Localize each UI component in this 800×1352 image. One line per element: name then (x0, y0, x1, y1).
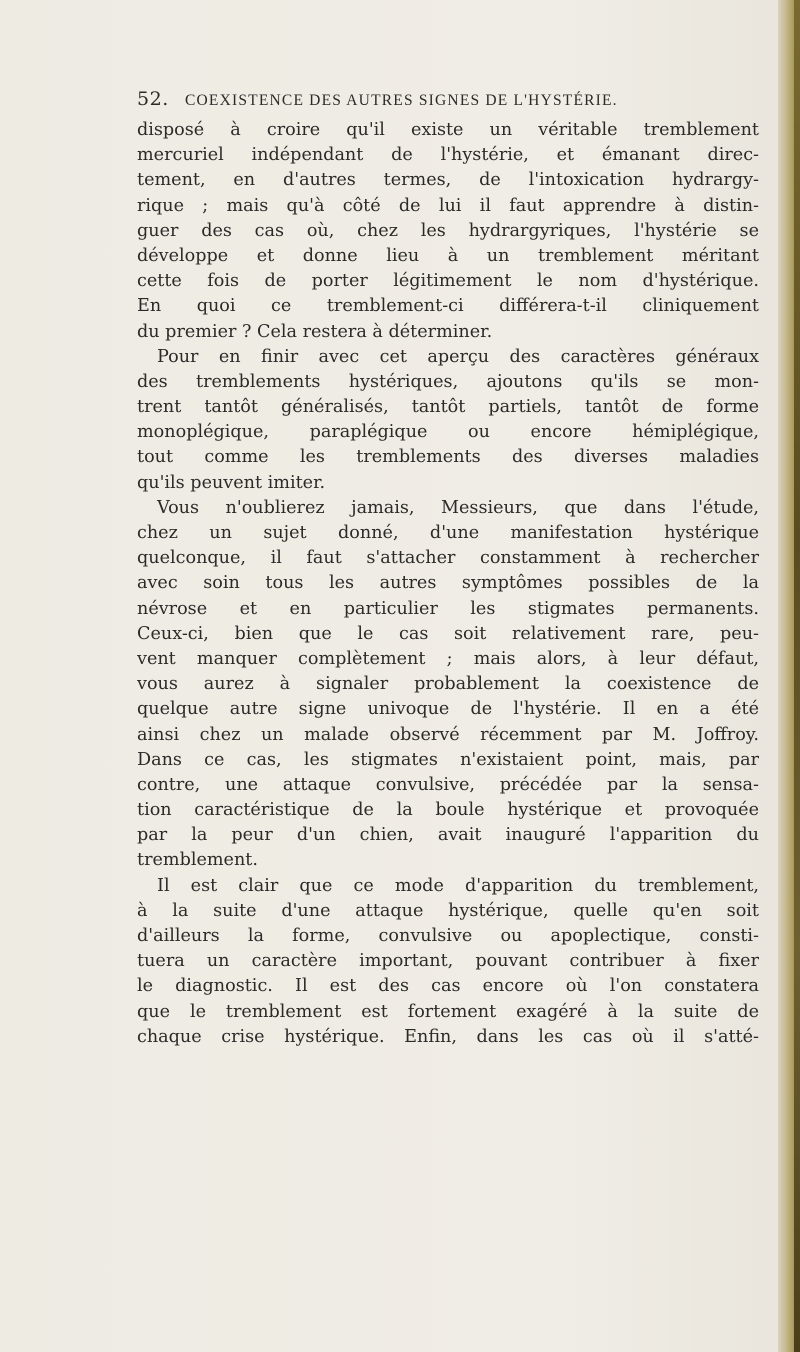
text-line: mercuriel indépendant de l'hystérie, et émanant direc- (137, 145, 759, 166)
body-text (137, 118, 759, 1050)
text-line: que le tremblement est fortement exagéré à la suite de (137, 1001, 759, 1022)
text-line: rique ; mais qu'à côté de lui il faut apprendre à distin- (137, 195, 759, 216)
running-header (137, 88, 757, 110)
text-line: vent manquer complètement ; mais alors, à leur défaut, (137, 648, 759, 669)
text-line: monoplégique, paraplégique ou encore hémiplégique, (137, 422, 759, 443)
text-line: à la suite d'une attaque hystérique, quelle qu'en soit (137, 900, 759, 921)
text-line: développe et donne lieu à un tremblement méritant (137, 245, 759, 266)
text-line: trent tantôt généralisés, tantôt partiels, tantôt de forme (137, 397, 759, 418)
text-line: par la peur d'un chien, avait inauguré l'apparition du (137, 825, 759, 846)
text-line: quelconque, il faut s'attacher constamment à rechercher (137, 548, 759, 569)
text-line: avec soin tous les autres symptômes possibles de la (137, 573, 759, 594)
text-line: quelque autre signe univoque de l'hystérie. Il en a été (137, 699, 759, 720)
text-line: névrose et en particulier les stigmates permanents. (137, 598, 759, 619)
text-line: contre, une attaque convulsive, précédée par la sensa- (137, 774, 759, 795)
running-title: COEXISTENCE DES AUTRES SIGNES DE L'HYSTÉRIE. (185, 92, 618, 109)
text-line: Ceux-ci, bien que le cas soit relativement rare, peu- (137, 623, 759, 644)
text-line: chez un sujet donné, d'une manifestation hystérique (137, 523, 759, 543)
text-line: ainsi chez un malade observé récemment par M. Joffroy. (137, 724, 759, 745)
text-line: tout comme les tremblements des diverses maladies (137, 447, 759, 468)
text-line: tuera un caractère important, pouvant contribuer à fixer (137, 951, 759, 972)
text-line: chaque crise hystérique. Enfin, dans les cas où il s'atté- (137, 1026, 759, 1047)
text-line: tement, en d'autres termes, de l'intoxication hydrargy- (137, 170, 759, 191)
text-line: qu'ils peuvent imiter. (137, 472, 326, 493)
text-line: cette fois de porter légitimement le nom d'hystérique. (137, 271, 759, 292)
text-line: des tremblements hystériques, ajoutons qu'ils se mon- (137, 371, 759, 392)
page-number: 52. (137, 88, 169, 110)
text-line: du premier ? Cela restera à déterminer. (137, 321, 493, 342)
paragraph-start: Pour en finir avec cet aperçu des caractères généraux (157, 346, 759, 367)
paragraph-start: Il est clair que ce mode d'apparition du tremblement, (157, 875, 759, 896)
text-line: guer des cas où, chez les hydrargyriques, l'hystérie se (137, 220, 759, 241)
text-line: vous aurez à signaler probablement la coexistence de (137, 674, 759, 695)
text-line: d'ailleurs la forme, convulsive ou apoplectique, consti- (137, 926, 759, 946)
text-line: Dans ce cas, les stigmates n'existaient point, mais, par (137, 749, 759, 770)
text-line: tremblement. (137, 850, 258, 871)
text-line: disposé à croire qu'il existe un véritable tremblement (137, 120, 759, 140)
text-line: En quoi ce tremblement-ci différera-t-il cliniquement (137, 296, 759, 317)
text-line: le diagnostic. Il est des cas encore où l'on constatera (137, 976, 759, 997)
paragraph-start: Vous n'oublierez jamais, Messieurs, que dans l'étude, (157, 497, 759, 518)
text-line: tion caractéristique de la boule hystérique et provoquée (137, 800, 759, 821)
page-edge-shadow (794, 0, 800, 1352)
